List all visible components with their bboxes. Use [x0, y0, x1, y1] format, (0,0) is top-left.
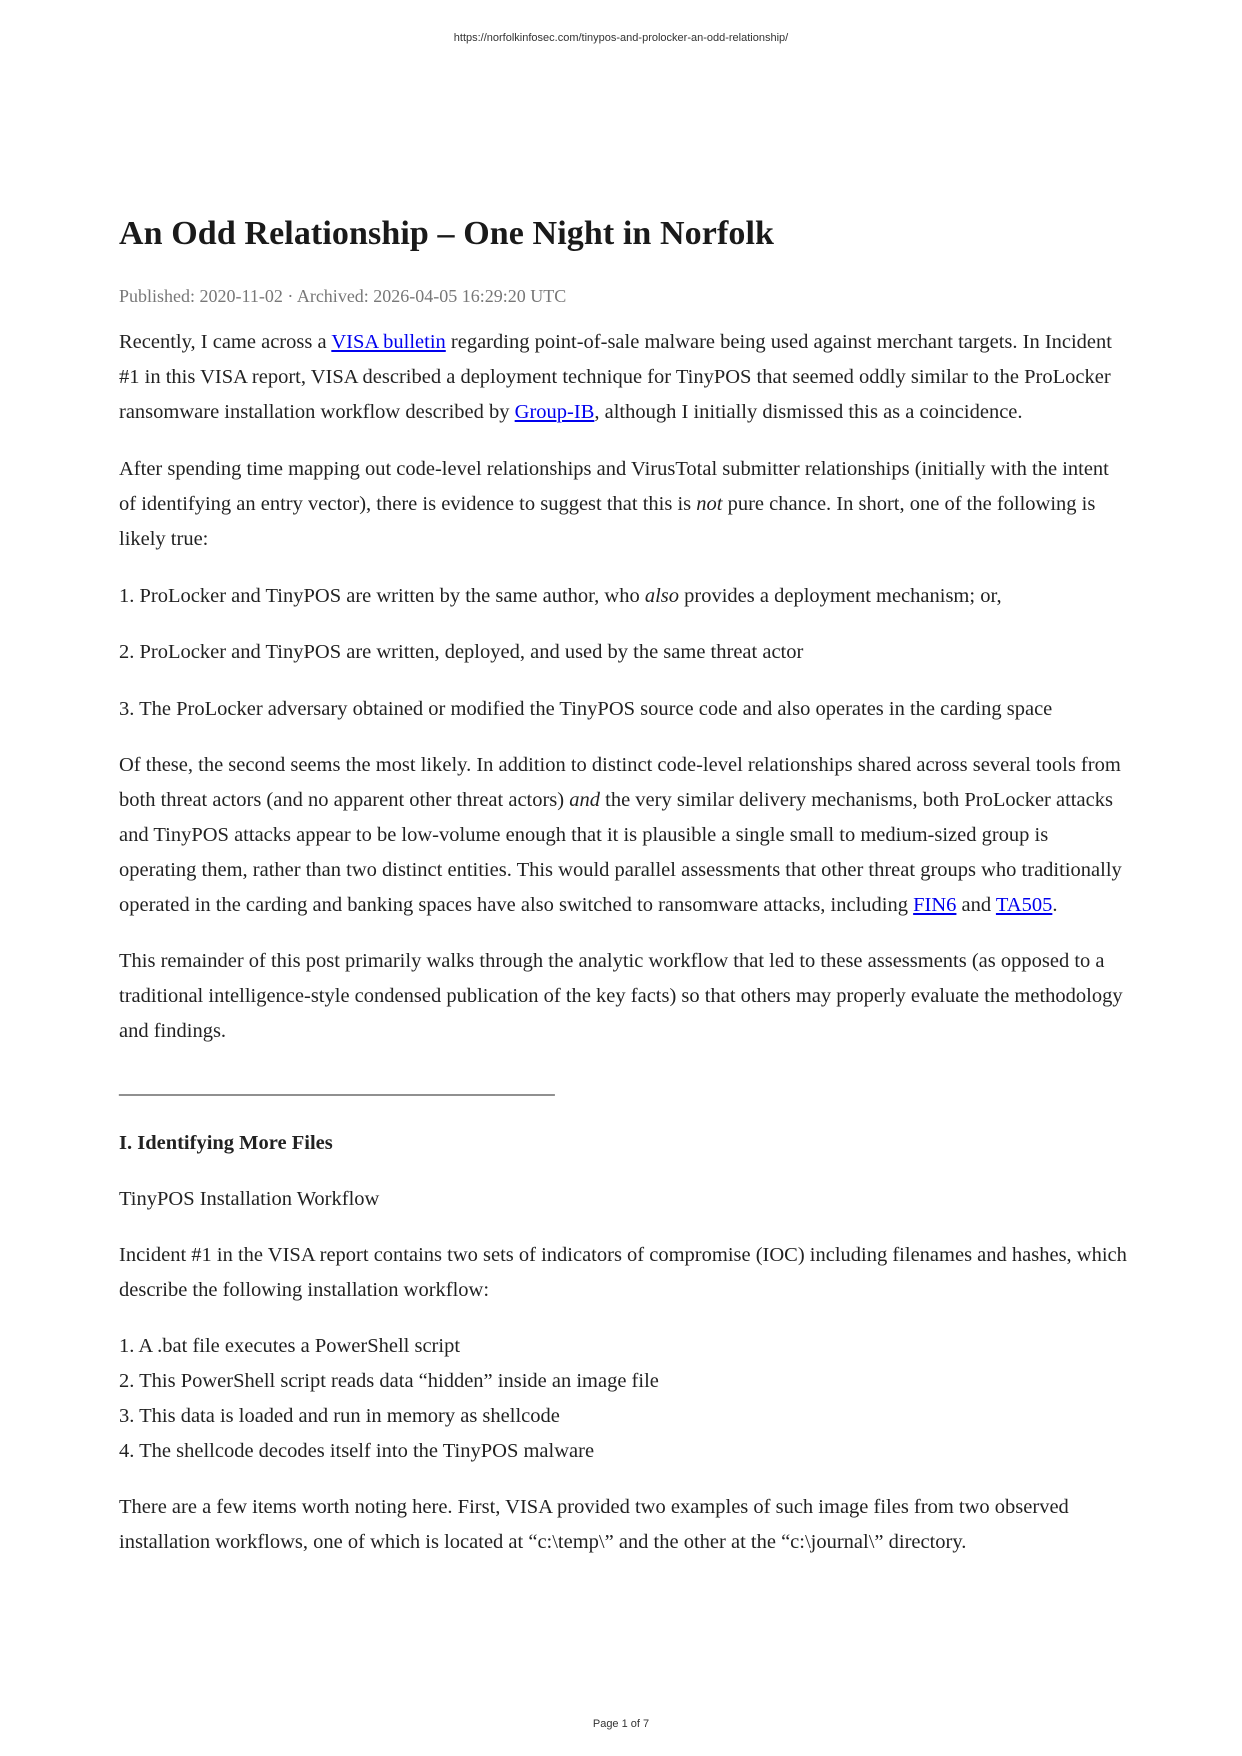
evidence-paragraph: After spending time mapping out code-level relationships and VirusTotal submitter relationships (initially with the intent of identifying an entry vector), there is evidence to suggest that this is not pure chance. In short, one of the following is likely true: [119, 458, 1109, 550]
publish-meta: Published: 2020-11-02 · Archived: 2026-04-05 16:29:20 UTC [119, 286, 567, 306]
option-3: 3. The ProLocker adversary obtained or modified the TinyPOS source code and also operates in the carding space [119, 698, 1053, 720]
source-url: https://norfolkinfosec.com/tinypos-and-prolocker-an-odd-relationship/ [453, 32, 789, 44]
list-item: 1. A .bat file executes a PowerShell script [119, 1335, 461, 1357]
ioc-paragraph: Incident #1 in the VISA report contains two sets of indicators of compromise (IOC) including filenames and hashes, which describe the following installation workflow: [119, 1244, 1127, 1301]
subheading: TinyPOS Installation Workflow [119, 1188, 380, 1210]
list-item: 3. This data is loaded and run in memory as shellcode [119, 1405, 560, 1427]
section-heading: I. Identifying More Files [119, 1132, 333, 1154]
article [119, 214, 1129, 1560]
option-1: 1. ProLocker and TinyPOS are written by the same author, who also provides a deployment mechanism; or, [119, 585, 1002, 607]
notes-paragraph: There are a few items worth noting here. First, VISA provided two examples of such image files from two observed installation workflows, one of which is located at “c:\temp\” and the other at the “c:\journal\” directory. [119, 1496, 1069, 1553]
option-2: 2. ProLocker and TinyPOS are written, deployed, and used by the same threat actor [119, 641, 804, 663]
assessment-paragraph: Of these, the second seems the most likely. In addition to distinct code-level relationships shared across several tools from both threat actors (and no apparent other threat actors) and the very similar delivery mechanisms, both ProLocker attacks and TinyPOS attacks appear to be low-volume enough that it is plausible a single small to medium-sized group is operating them, rather than two distinct entities. This would parallel assessments that other threat groups who traditionally operated in the carding and banking spaces have also switched to ransomware attacks, including FIN6 and TA505. [119, 754, 1122, 916]
ta505-link[interactable]: TA505 [995, 894, 1053, 916]
list-item: 2. This PowerShell script reads data “hidden” inside an image file [119, 1370, 659, 1392]
separator-line: _______________________________________________ [119, 1076, 554, 1098]
list-item: 4. The shellcode decodes itself into the TinyPOS malware [119, 1440, 595, 1462]
group-ib-link[interactable]: Group-IB [514, 401, 595, 423]
page-number: Page 1 of 7 [592, 1718, 650, 1730]
fin6-link[interactable]: FIN6 [913, 894, 957, 916]
methodology-paragraph: This remainder of this post primarily walks through the analytic workflow that led to these assessments (as opposed to a traditional intelligence-style condensed publication of the key facts) so that others may properly evaluate the methodology and findings. [119, 950, 1123, 1042]
article-title: An Odd Relationship – One Night in Norfolk [119, 215, 775, 252]
installation-steps [119, 1329, 1129, 1469]
visa-bulletin-link[interactable]: VISA bulletin [331, 331, 446, 353]
intro-paragraph: Recently, I came across a VISA bulletin regarding point-of-sale malware being used against merchant targets. In Incident #1 in this VISA report, VISA described a deployment technique for TinyPOS that seemed oddly similar to the ProLocker ransomware installation workflow described by Group-IB, although I initially dismissed this as a coincidence. [119, 331, 1112, 423]
